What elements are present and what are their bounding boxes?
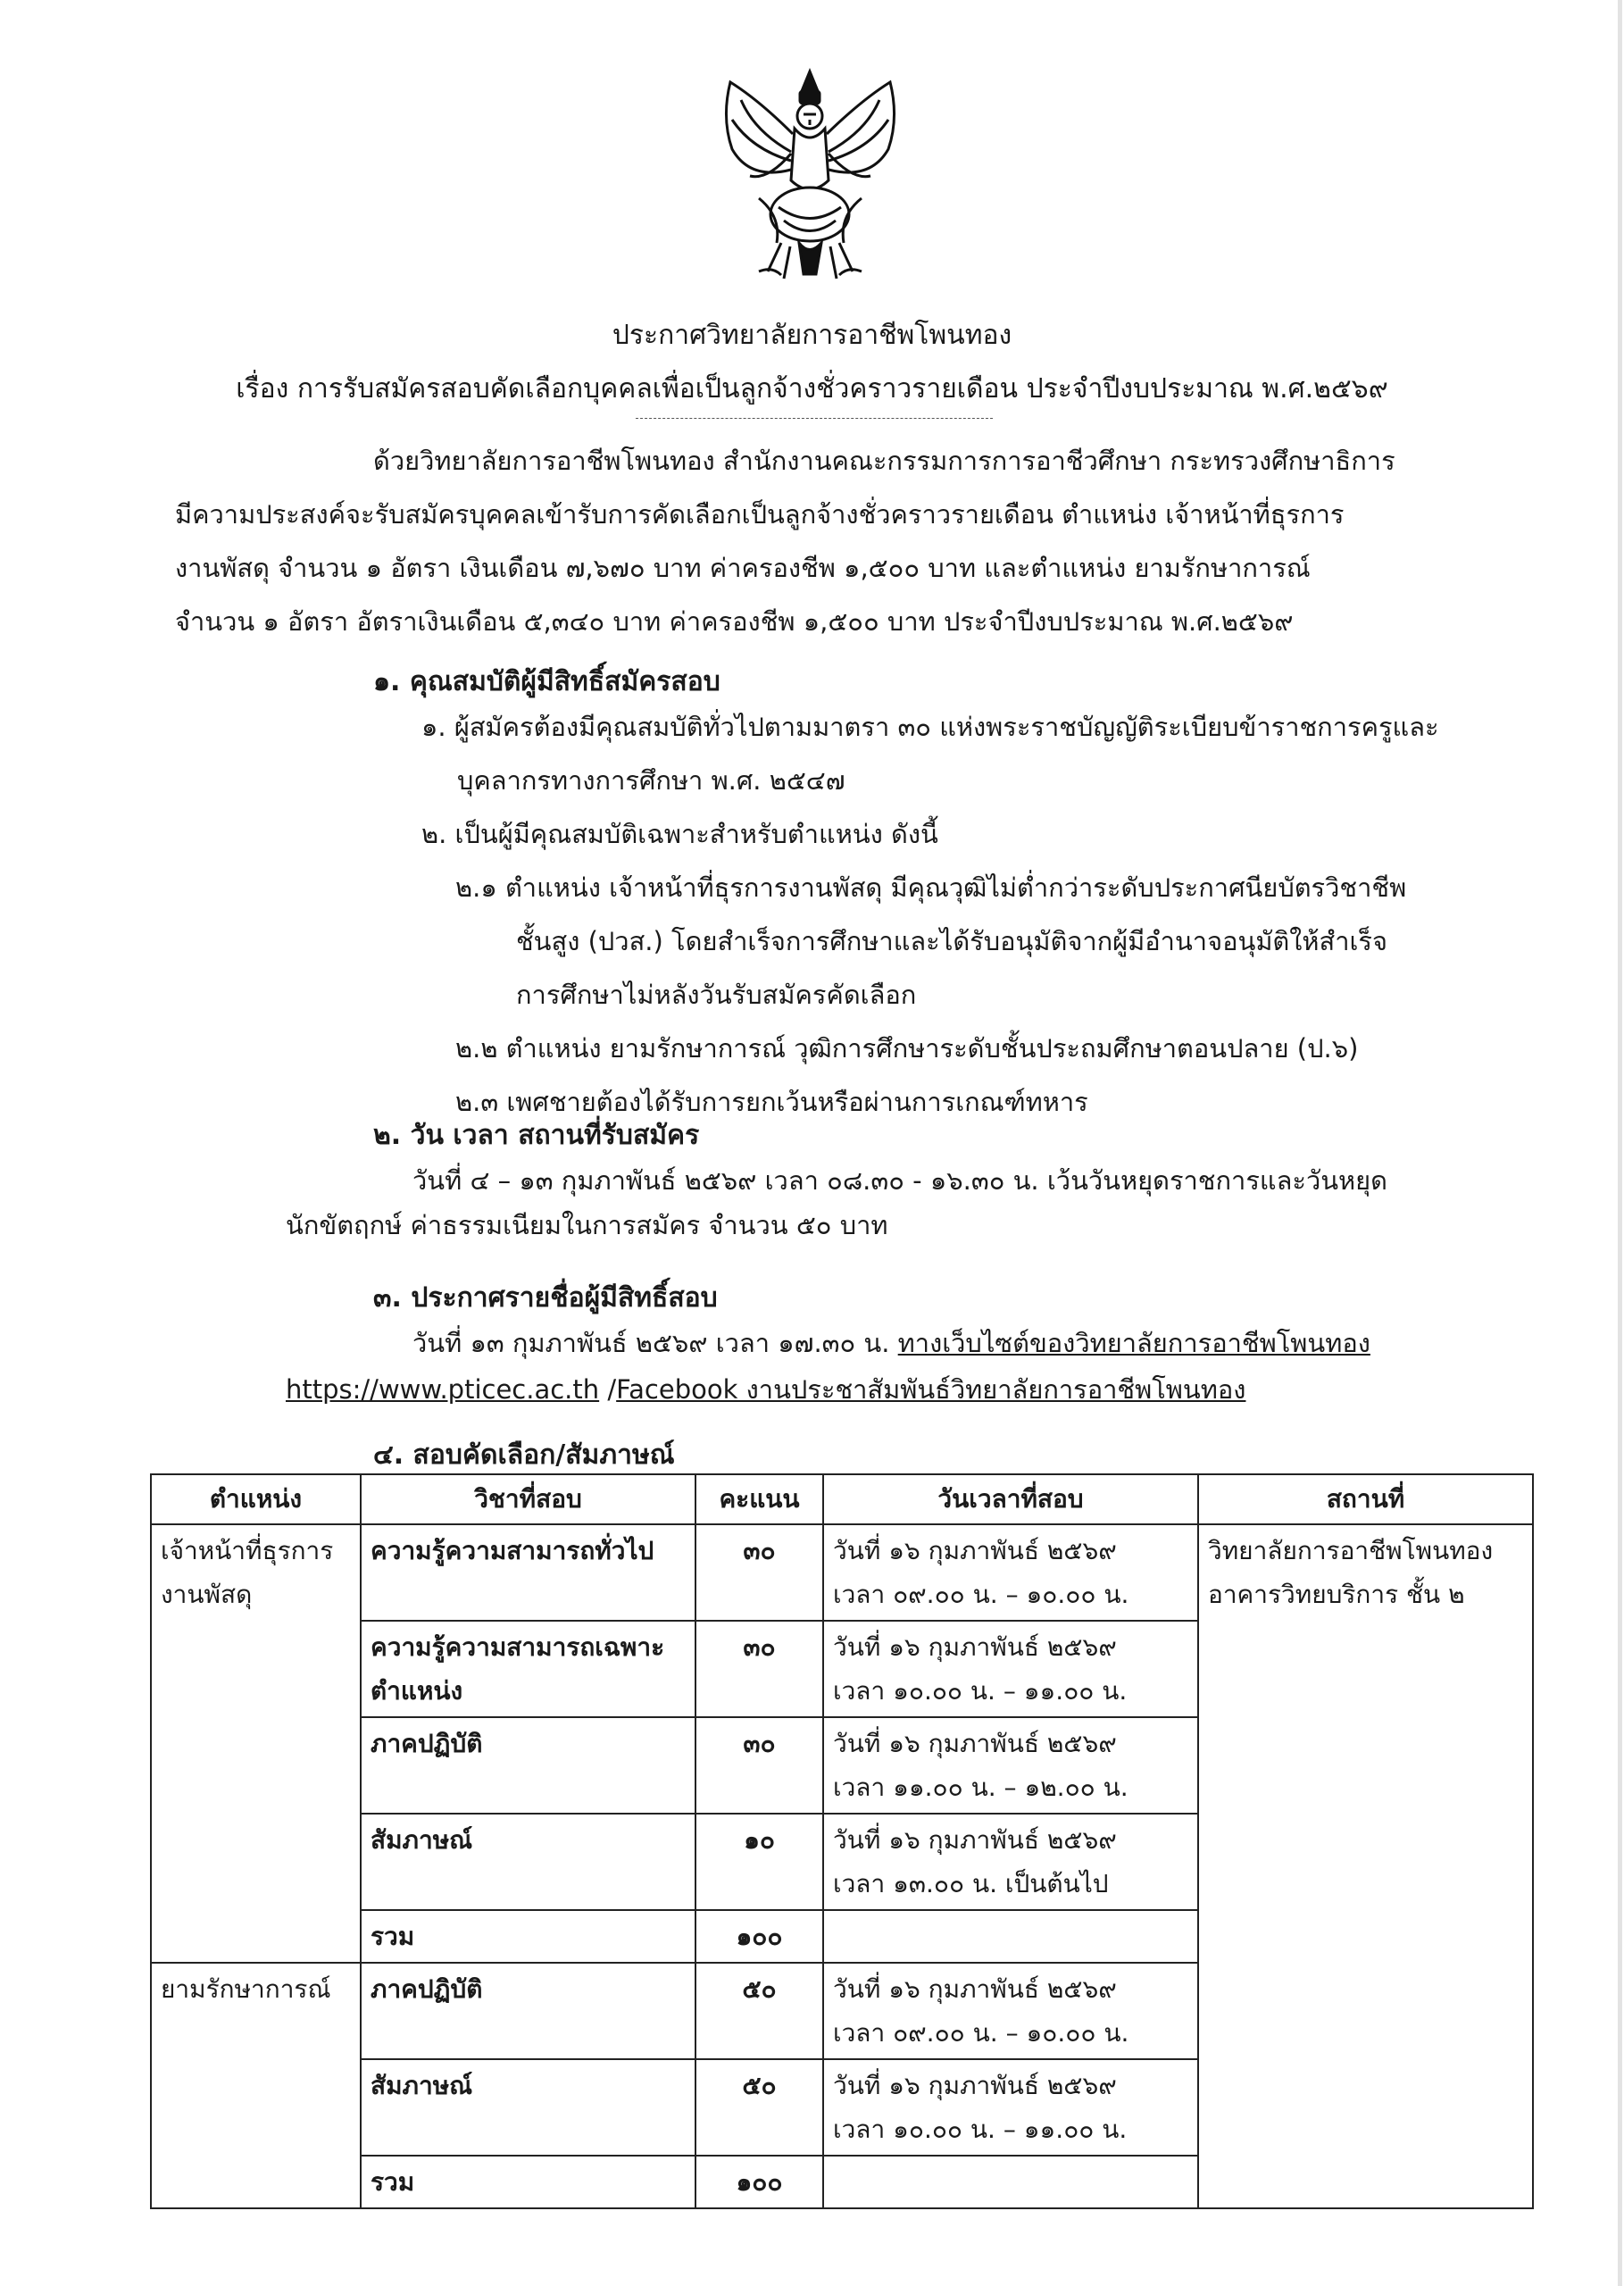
score-cell: ๕๐ — [695, 2059, 823, 2156]
datetime-cell — [823, 2059, 1198, 2156]
announcement-title: ประกาศวิทยาลัยการอาชีพโพนทอง — [612, 320, 1012, 351]
section1-heading: ๑. คุณสมบัติผู้มีสิทธิ์สมัครสอบ — [373, 666, 720, 697]
exam-time: เวลา ๑๓.๐๐ น. เป็นต้นไป — [833, 1869, 1109, 1898]
online-channels — [286, 1363, 1245, 1416]
exam-date: วันที่ ๑๖ กุมภาพันธ์ ๒๕๖๙ — [833, 1632, 1117, 1662]
datetime-cell — [823, 1524, 1198, 1621]
section2-heading: ๒. วัน เวลา สถานที่รับสมัคร — [373, 1120, 700, 1151]
exam-time: เวลา ๐๙.๐๐ น. – ๑๐.๐๐ น. — [833, 1580, 1129, 1609]
score-cell: ๓๐ — [695, 1524, 823, 1621]
qualification-item-2-1-cont1: ชั้นสูง (ปวส.) โดยสำเร็จการศึกษาและได้รับอนุมัติจากผู้มีอำนาจอนุมัติให้สำเร็จ — [516, 926, 1388, 956]
announcement-date-text: วันที่ ๑๓ กุมภาพันธ์ ๒๕๖๙ เวลา ๑๗.๓๐ น. — [412, 1328, 898, 1358]
header-datetime: วันเวลาที่สอบ — [823, 1474, 1198, 1524]
qualification-item-1: ๑. ผู้สมัครต้องมีคุณสมบัติทั่วไปตามมาตรา ๓๐ แห่งพระราชบัญญัติระเบียบข้าราชการครูและ — [421, 712, 1439, 742]
exam-date: วันที่ ๑๖ กุมภาพันธ์ ๒๕๖๙ — [833, 1536, 1117, 1565]
exam-time: เวลา ๑๑.๐๐ น. – ๑๒.๐๐ น. — [833, 1773, 1128, 1802]
qualification-item-2-1-cont2: การศึกษาไม่หลังวันรับสมัครคัดเลือก — [516, 980, 917, 1010]
total-score: ๑๐๐ — [695, 1910, 823, 1963]
exam-time: เวลา ๐๙.๐๐ น. – ๑๐.๐๐ น. — [833, 2018, 1129, 2048]
website-url-link[interactable]: https://www.pticec.ac.th — [286, 1374, 600, 1405]
section4-heading: ๔. สอบคัดเลือก/สัมภาษณ์ — [373, 1439, 675, 1471]
subject-cell: สัมภาษณ์ — [361, 2059, 695, 2156]
datetime-cell — [823, 1814, 1198, 1910]
exam-date: วันที่ ๑๖ กุมภาพันธ์ ๒๕๖๙ — [833, 1825, 1117, 1855]
exam-date: วันที่ ๑๖ กุมภาพันธ์ ๒๕๖๙ — [833, 1974, 1117, 2004]
empty-cell — [823, 1910, 1198, 1963]
qualification-item-1-cont: บุคลากรทางการศึกษา พ.ศ. ๒๕๔๗ — [457, 765, 845, 796]
intro-line-3: งานพัสดุ จำนวน ๑ อัตรา เงินเดือน ๗,๖๗๐ บาท ค่าครองชีพ ๑,๕๐๐ บาท และตำแหน่ง ยามรักษาการณ์ — [175, 553, 1311, 583]
datetime-cell — [823, 1717, 1198, 1814]
subject-cell: ภาคปฏิบัติ — [361, 1717, 695, 1814]
position-cell: ยามรักษาการณ์ — [151, 1963, 361, 2208]
header-subject: วิชาที่สอบ — [361, 1474, 695, 1524]
intro-line-1: ด้วยวิทยาลัยการอาชีพโพนทอง สำนักงานคณะกรรมการการอาชีวศึกษา กระทรวงศึกษาธิการ — [373, 446, 1395, 476]
facebook-link[interactable]: Facebook งานประชาสัมพันธ์วิทยาลัยการอาชีพโพนทอง — [616, 1374, 1246, 1405]
datetime-cell — [823, 1621, 1198, 1717]
header-score: คะแนน — [695, 1474, 823, 1524]
intro-line-4: จำนวน ๑ อัตรา อัตราเงินเดือน ๕,๓๔๐ บาท ค่าครองชีพ ๑,๕๐๐ บาท ประจำปีงบประมาณ พ.ศ.๒๕๖๙ — [175, 606, 1294, 637]
exam-schedule-table — [150, 1473, 1534, 2209]
channel-separator: / — [599, 1374, 617, 1405]
qualification-item-2-1: ๒.๑ ตำแหน่ง เจ้าหน้าที่ธุรการงานพัสดุ มีคุณวุฒิไม่ต่ำกว่าระดับประกาศนียบัตรวิชาชีพ — [455, 872, 1407, 903]
score-cell: ๓๐ — [695, 1621, 823, 1717]
exam-date: วันที่ ๑๖ กุมภาพันธ์ ๒๕๖๙ — [833, 2071, 1117, 2100]
application-fee: นักขัตฤกษ์ ค่าธรรมเนียมในการสมัคร จำนวน ๕๐ บาท — [286, 1210, 888, 1240]
datetime-cell — [823, 1963, 1198, 2059]
qualification-item-2-3: ๒.๓ เพศชายต้องได้รับการยกเว้นหรือผ่านการเกณฑ์ทหาร — [455, 1087, 1088, 1117]
exam-date: วันที่ ๑๖ กุมภาพันธ์ ๒๕๖๙ — [833, 1729, 1117, 1758]
exam-time: เวลา ๑๐.๐๐ น. – ๑๑.๐๐ น. — [833, 2115, 1128, 2144]
website-link-text[interactable]: ทางเว็บไซต์ของวิทยาลัยการอาชีพโพนทอง — [897, 1328, 1370, 1358]
score-cell: ๓๐ — [695, 1717, 823, 1814]
garuda-emblem — [705, 64, 915, 292]
table-header-row — [151, 1474, 1533, 1524]
table-row — [151, 1524, 1533, 1621]
subject-cell: ภาคปฏิบัติ — [361, 1963, 695, 2059]
empty-cell — [823, 2156, 1198, 2208]
qualification-item-2-2: ๒.๒ ตำแหน่ง ยามรักษาการณ์ วุฒิการศึกษาระดับชั้นประถมศึกษาตอนปลาย (ป.๖) — [455, 1033, 1359, 1064]
exam-time: เวลา ๑๐.๐๐ น. – ๑๑.๐๐ น. — [833, 1676, 1128, 1706]
position-cell: เจ้าหน้าที่ธุรการงานพัสดุ — [151, 1524, 361, 1963]
announcement-subject: เรื่อง การรับสมัครสอบคัดเลือกบุคคลเพื่อเป็นลูกจ้างชั่วคราวรายเดือน ประจำปีงบประมาณ พ.ศ.๒๕๖๙ — [236, 373, 1388, 405]
total-label: รวม — [361, 2156, 695, 2208]
total-label: รวม — [361, 1910, 695, 1963]
score-cell: ๑๐ — [695, 1814, 823, 1910]
place-cell: วิทยาลัยการอาชีพโพนทอง อาคารวิทยบริการ ชั้น ๒ — [1198, 1524, 1533, 2208]
score-cell: ๕๐ — [695, 1963, 823, 2059]
subject-cell: สัมภาษณ์ — [361, 1814, 695, 1910]
subject-cell: ความรู้ความสามารถทั่วไป — [361, 1524, 695, 1621]
title-divider — [636, 418, 993, 419]
qualification-item-2: ๒. เป็นผู้มีคุณสมบัติเฉพาะสำหรับตำแหน่ง ดังนี้ — [421, 819, 938, 849]
intro-line-2: มีความประสงค์จะรับสมัครบุคคลเข้ารับการคัดเลือกเป็นลูกจ้างชั่วคราวรายเดือน ตำแหน่ง เจ้าหน้าที่ธุรการ — [175, 499, 1345, 530]
announcement-date — [412, 1316, 1370, 1370]
subject-cell: ความรู้ความสามารถเฉพาะตำแหน่ง — [361, 1621, 695, 1717]
header-position: ตำแหน่ง — [151, 1474, 361, 1524]
application-period: วันที่ ๔ – ๑๓ กุมภาพันธ์ ๒๕๖๙ เวลา ๐๘.๓๐ - ๑๖.๓๐ น. เว้นวันหยุดราชการและวันหยุด — [412, 1165, 1387, 1196]
header-place: สถานที่ — [1198, 1474, 1533, 1524]
total-score: ๑๐๐ — [695, 2156, 823, 2208]
section3-heading: ๓. ประกาศรายชื่อผู้มีสิทธิ์สอบ — [373, 1282, 718, 1314]
